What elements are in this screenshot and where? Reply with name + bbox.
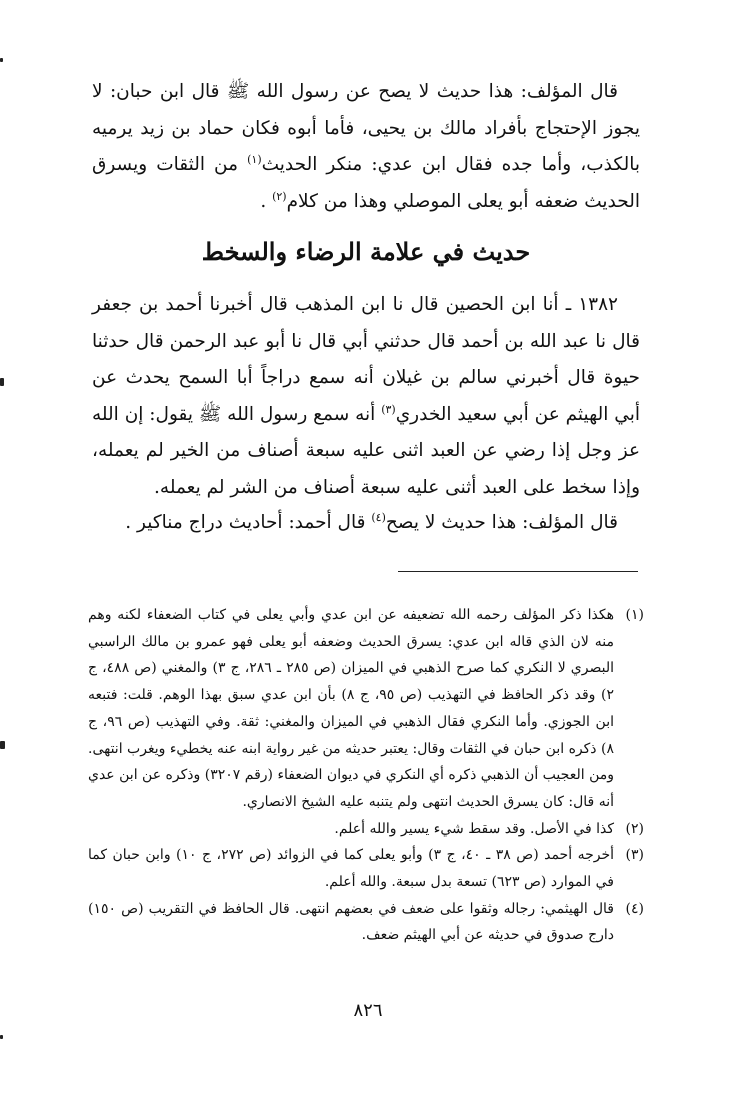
footnote-3 [88, 842, 644, 895]
scan-mark [0, 1035, 3, 1039]
footnote-ref-4: (٤) [371, 510, 386, 524]
footnote-text: هكذا ذكر المؤلف رحمه الله تضعيفه عن ابن عدي وأبي يعلى في كتاب الضعفاء لكنه وهم منه لان الذي قاله ابن عدي: يسرق الحديث وضعفه أبو يعلى فهو عمرو بن مالك الراسبي البصري لا النكري كما صرح الذهبي في الميزان (ص ٢٨٥ ـ ٢٨٦، ج ٣) والمغني (ص ٤٨٨، ج ٢) وقد ذكر الحافظ في التهذيب (ص ٩٥، ج ٨) بأن ابن عدي سبق بهذا الوهم. قلت: فتبعه ابن الجوزي. وأما النكري فقال الذهبي في الميزان والمغني: ثقة. وفي التهذيب (ص ٩٦، ج ٨) ذكره ابن حبان في الثقات وقال: يعتبر حديثه من غير رواية ابنه عنه يخطيء ويغرب انتهى. ومن العجيب أن الذهبي ذكره أي النكري في ديوان الضعفاء (رقم ٣٢٠٧) وذكره عن ابن عدي أنه قال: كان يسرق الحديث انتهى ولم يتنبه عليه الشيخ الانصاري. [88, 607, 615, 810]
footnote-text: أخرجه أحمد (ص ٣٨ ـ ٤٠، ج ٣) وأبو يعلى كما في الزوائد (ص ٢٧٢، ج ١٠) وابن حبان كما في الموارد (ص ٦٢٣) تسعة بدل سبعة. والله أعلم. [88, 847, 614, 891]
paragraph-text: قال المؤلف: هذا حديث لا يصح عن رسول الله ﷺ قال ابن حبان: لا يجوز الإحتجاج بأفراد مالك بن يحيى، فأما أبوه فكان حماد بن زيد يرميه بالكذب، وأما جده فقال ابن عدي: منكر الحديث [92, 81, 640, 175]
footnote-2 [88, 816, 644, 843]
footnote-ref-2: (٢) [272, 189, 287, 203]
footnote-number: (٣) [625, 847, 644, 864]
section-heading: حديث في علامة الرضاء والسخط [201, 237, 531, 266]
footnote-4 [88, 896, 644, 949]
footnote-text: كذا في الأصل. وقد سقط شيء يسير والله أعلم. [334, 820, 614, 837]
scan-mark [0, 378, 4, 386]
scan-mark [0, 741, 5, 749]
paragraph-text: ١٣٨٢ ـ أنا ابن الحصين قال نا ابن المذهب قال أخبرنا أحمد بن جعفر قال نا عبد الله بن أحمد قال حدثني أبي قال نا أبو عبد الرحمن قال حدثنا حيوة قال أخبرني سالم بن غيلان أنه سمع دراجاً أبا السمح يحدث عن أبي الهيثم عن أبي سعيد الخدري [92, 294, 640, 425]
paragraph-text: أنه سمع رسول الله ﷺ يقول: إن الله عز وجل إذا رضي عن العبد اثنى عليه سبعة أصناف من الخير لم يعمله، وإذا سخط على العبد أثنى عليه سبعة أصناف من الشر لم يعمله. [92, 403, 640, 498]
footnote-separator [398, 571, 638, 572]
paragraph-text: من الثقات ويسرق الحديث ضعفه أبو يعلى الموصلي وهذا من كلام [92, 154, 640, 212]
scan-mark [0, 58, 3, 62]
paragraph-hadith [92, 287, 640, 506]
footnote-number: (١) [625, 607, 644, 623]
footnote-text: قال الهيثمي: رجاله وثقوا على ضعف في بعضهم انتهى. قال الحافظ في التقريب (ص ١٥٠) دارج صدوق في حديثه عن أبي الهيثم ضعف. [88, 900, 614, 944]
paragraph-text: . [260, 190, 273, 212]
paragraph-author-comment [92, 74, 640, 220]
paragraph-text: قال المؤلف: هذا حديث لا يصح [385, 512, 618, 533]
footnote-number: (٢) [625, 820, 644, 837]
footnote-number: (٤) [625, 900, 644, 917]
footnote-1 [88, 602, 644, 816]
paragraph-text: قال أحمد: أحاديث دراج مناكير . [125, 512, 372, 533]
paragraph-author-verdict [92, 505, 640, 542]
footnote-ref-1: (١) [247, 152, 262, 166]
page-number: ٨٢٦ [353, 1000, 383, 1021]
footnotes [88, 602, 644, 949]
footnote-ref-3: (٣) [381, 402, 396, 416]
